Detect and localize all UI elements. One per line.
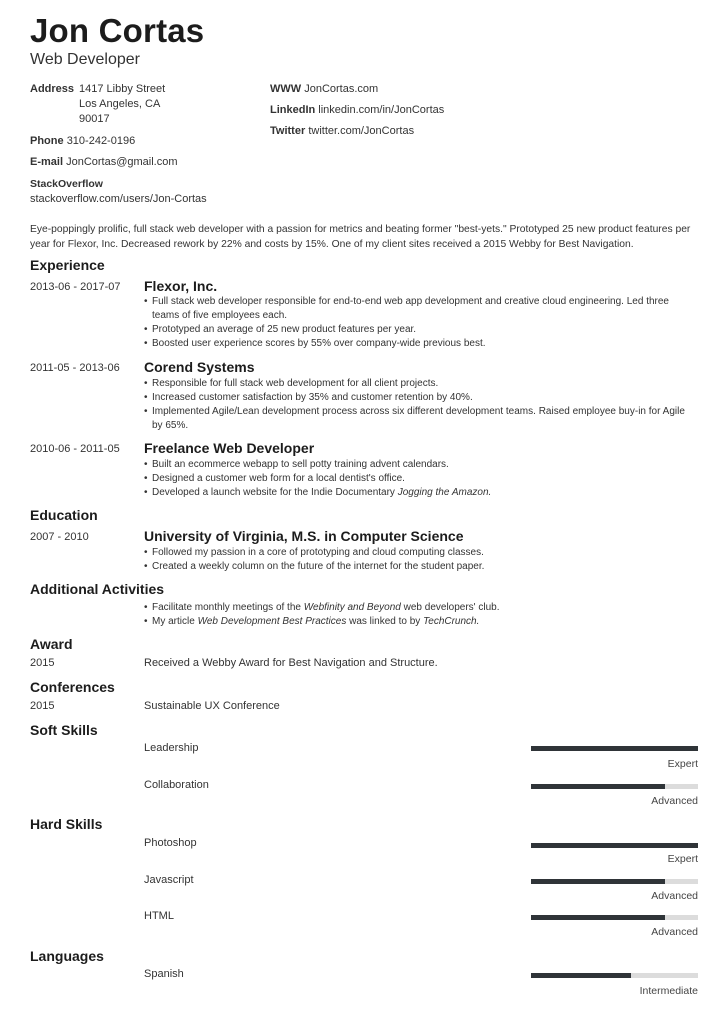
skill-level-label: Expert <box>667 853 698 865</box>
skill-level-fill <box>531 879 665 884</box>
job-bullets <box>144 458 692 500</box>
award-text: Received a Webby Award for Best Navigation and Structure. <box>144 657 438 669</box>
skill-name: Collaboration <box>144 779 209 791</box>
list-item: • Responsible for full stack web development for all client projects. <box>144 377 692 391</box>
hard-skills-heading: Hard Skills <box>30 816 103 832</box>
list-item: • Developed a launch website for the Indie Documentary Jogging the Amazon. <box>144 486 692 500</box>
job-dates: 2010-06 - 2011-05 <box>30 443 120 455</box>
email-value[interactable]: JonCortas@gmail.com <box>66 156 178 168</box>
conferences-heading: Conferences <box>30 679 115 695</box>
language-level-label: Intermediate <box>639 985 698 997</box>
list-item: • Full stack web developer responsible for end-to-end web app development and creative cloud engineering. Led three teams of five employees each. <box>144 295 692 323</box>
education-dates: 2007 - 2010 <box>30 531 89 543</box>
skill-level-fill <box>531 915 665 920</box>
skill-level-bar <box>531 915 698 920</box>
education-heading: Education <box>30 507 98 523</box>
skill-level-bar <box>531 746 698 751</box>
conference-text: Sustainable UX Conference <box>144 700 280 712</box>
address-line-3: 90017 <box>79 113 110 125</box>
skill-name: Photoshop <box>144 837 197 849</box>
skill-level-label: Advanced <box>651 926 698 938</box>
job-bullets <box>144 295 692 351</box>
twitter-value[interactable]: twitter.com/JonCortas <box>308 125 415 137</box>
education-bullets <box>144 546 692 574</box>
skill-level-label: Advanced <box>651 890 698 902</box>
languages-heading: Languages <box>30 948 104 964</box>
list-item: • Increased customer satisfaction by 35% and customer retention by 40%. <box>144 391 692 405</box>
award-year: 2015 <box>30 657 55 669</box>
www-value[interactable]: JonCortas.com <box>304 83 379 95</box>
phone-label: Phone <box>30 135 64 147</box>
activities-bullets <box>144 601 692 629</box>
list-item: • Facilitate monthly meetings of the Webfinity and Beyond web developers' club. <box>144 601 692 615</box>
twitter-label: Twitter <box>270 125 306 137</box>
skill-level-bar <box>531 784 698 789</box>
list-item: • Designed a customer web form for a local dentist's office. <box>144 472 692 486</box>
profile-summary: Eye-poppingly prolific, full stack web developer with a passion for metrics and beating former "best-yets." Prototyped 25 new product features per year for Flexor, Inc. Decreased rework by 22% and costs by 15%. One of my client sites received a 2015 Webby for Best Navigation. <box>30 224 691 250</box>
list-item: • Built an ecommerce webapp to sell potty training advent calendars. <box>144 458 692 472</box>
skill-level-bar <box>531 879 698 884</box>
phone-value: 310-242-0196 <box>66 135 136 147</box>
list-item: • Created a weekly column on the future of the internet for the student paper. <box>144 560 692 574</box>
award-heading: Award <box>30 636 73 652</box>
skill-name: Leadership <box>144 742 199 754</box>
stackoverflow-value[interactable]: stackoverflow.com/users/Jon-Cortas <box>30 193 207 205</box>
job-dates: 2013-06 - 2017-07 <box>30 281 121 293</box>
list-item: • Prototyped an average of 25 new product features per year. <box>144 323 692 337</box>
list-item: • Boosted user experience scores by 55% over company-wide previous best. <box>144 337 692 351</box>
language-name: Spanish <box>144 968 184 980</box>
experience-heading: Experience <box>30 257 105 273</box>
skill-level-fill <box>531 843 698 848</box>
skill-level-fill <box>531 784 665 789</box>
activities-heading: Additional Activities <box>30 581 165 597</box>
address-label: Address <box>30 83 75 95</box>
email-label: E-mail <box>30 156 64 168</box>
job-bullets <box>144 377 692 433</box>
email-row <box>30 155 178 170</box>
job-company: Freelance Web Developer <box>144 440 315 456</box>
skill-level-fill <box>531 746 698 751</box>
skill-name: Javascript <box>144 874 194 886</box>
linkedin-row <box>270 103 444 118</box>
skill-name: HTML <box>144 910 174 922</box>
education-degree: University of Virginia, M.S. in Computer Science <box>144 528 464 544</box>
linkedin-label: LinkedIn <box>270 104 316 116</box>
skill-level-label: Expert <box>667 758 698 770</box>
skill-level-label: Advanced <box>651 795 698 807</box>
twitter-row <box>270 124 414 139</box>
candidate-name: Jon Cortas <box>30 12 205 49</box>
conference-year: 2015 <box>30 700 55 712</box>
soft-skills-heading: Soft Skills <box>30 722 98 738</box>
stackoverflow-label: StackOverflow <box>30 178 103 190</box>
job-dates: 2011-05 - 2013-06 <box>30 362 120 374</box>
address-line-2: Los Angeles, CA <box>79 98 161 110</box>
language-level-bar <box>531 973 698 978</box>
skill-level-bar <box>531 843 698 848</box>
job-title: Web Developer <box>30 51 140 68</box>
www-row <box>270 82 378 97</box>
www-label: WWW <box>270 83 302 95</box>
language-level-fill <box>531 973 631 978</box>
address-line-1: 1417 Libby Street <box>79 83 166 95</box>
list-item: • My article Web Development Best Practices was linked to by TechCrunch. <box>144 615 692 629</box>
linkedin-value[interactable]: linkedin.com/in/JonCortas <box>318 104 445 116</box>
list-item: • Followed my passion in a core of prototyping and cloud computing classes. <box>144 546 692 560</box>
list-item: • Implemented Agile/Lean development process across six different development teams. Raised employee buy-in for Agile by 65%. <box>144 405 692 433</box>
phone-row <box>30 134 135 149</box>
job-company: Flexor, Inc. <box>144 278 218 294</box>
job-company: Corend Systems <box>144 359 255 375</box>
